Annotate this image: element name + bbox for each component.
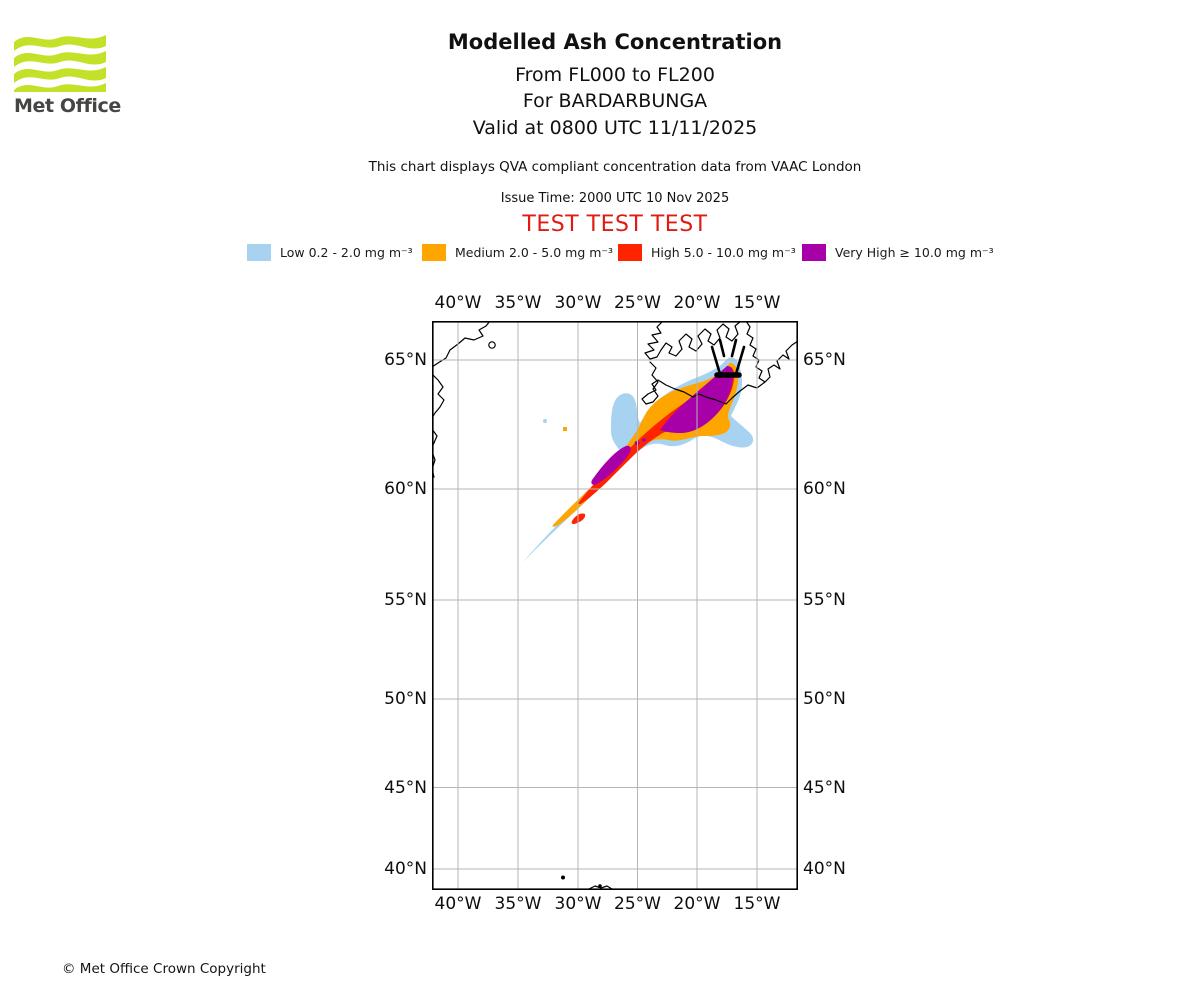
legend-swatch-very-high [802,244,826,261]
legend-item-medium [422,244,613,261]
ash-contour-very-high-mid [591,446,630,485]
test-banner: TEST TEST TEST [522,212,708,237]
legend-item-very-high [802,244,994,261]
issue-time: Issue Time: 2000 UTC 10 Nov 2025 [500,191,730,206]
legend-swatch-low [247,244,271,261]
legend-label-medium: Medium 2.0 - 5.0 mg m⁻³ [455,245,614,260]
legend-swatch-medium [422,244,446,261]
lon-label-top-15w: 15°W [733,293,781,313]
lon-label-top-30w: 30°W [554,293,602,313]
legend-item-high [618,244,796,261]
lon-label-top-40w: 40°W [434,293,482,313]
subtitle-volcano: For BARDARBUNGA [522,90,708,112]
greenland-islet [489,342,495,348]
lat-label-right-60n: 60°N [803,479,846,499]
lat-label-left-45n: 45°N [384,777,427,798]
lon-label-top-35w: 35°W [494,293,542,313]
island-dots-azores [562,876,612,889]
lat-label-right-55n: 55°N [803,590,846,610]
legend-label-very-high: Very High ≥ 10.0 mg m⁻³ [835,245,994,260]
page-title: Modelled Ash Concentration [447,30,783,54]
lon-label-top-25w: 25°W [614,293,661,313]
subtitle-flight-levels: From FL000 to FL200 [515,64,715,86]
legend-swatch-high [618,244,642,261]
ash-dot-very-high-2 [642,438,646,441]
ash-speck-medium [563,427,567,431]
legend-label-high: High 5.0 - 10.0 mg m⁻³ [651,245,796,260]
lat-label-left-50n: 50°N [384,689,427,709]
lon-label-top-20w: 20°W [673,293,721,313]
legend-item-low [247,244,413,261]
lon-label-bottom-25w: 25°W [614,894,661,914]
ash-speck-low [543,419,547,423]
coastline-greenland [432,321,495,477]
lat-label-right-65n: 65°N [803,350,846,370]
lat-label-left-55n: 55°N [384,590,427,610]
lat-label-left-40n: 40°N [384,859,427,879]
ash-plume-contours [518,357,753,568]
lon-label-bottom-30w: 30°W [554,894,602,914]
lat-label-left-65n: 65°N [384,350,427,370]
subtitle-valid-time: Valid at 0800 UTC 11/11/2025 [472,117,758,139]
lat-label-right-45n: 45°N [803,777,846,798]
legend-label-low: Low 0.2 - 2.0 mg m⁻³ [280,245,413,260]
lon-label-bottom-40w: 40°W [434,894,482,914]
lon-label-bottom-35w: 35°W [494,894,542,914]
copyright-notice: © Met Office Crown Copyright [62,961,266,977]
lon-label-bottom-20w: 20°W [673,894,721,914]
ash-dispersion-map [432,321,798,890]
qva-compliance-note: This chart displays QVA compliant concentration data from VAAC London [368,159,862,175]
lat-label-right-40n: 40°N [803,859,846,879]
lat-label-left-60n: 60°N [384,479,427,499]
met-office-logo-text: Met Office [14,95,121,117]
lon-label-bottom-15w: 15°W [733,894,781,914]
lat-label-right-50n: 50°N [803,689,846,709]
